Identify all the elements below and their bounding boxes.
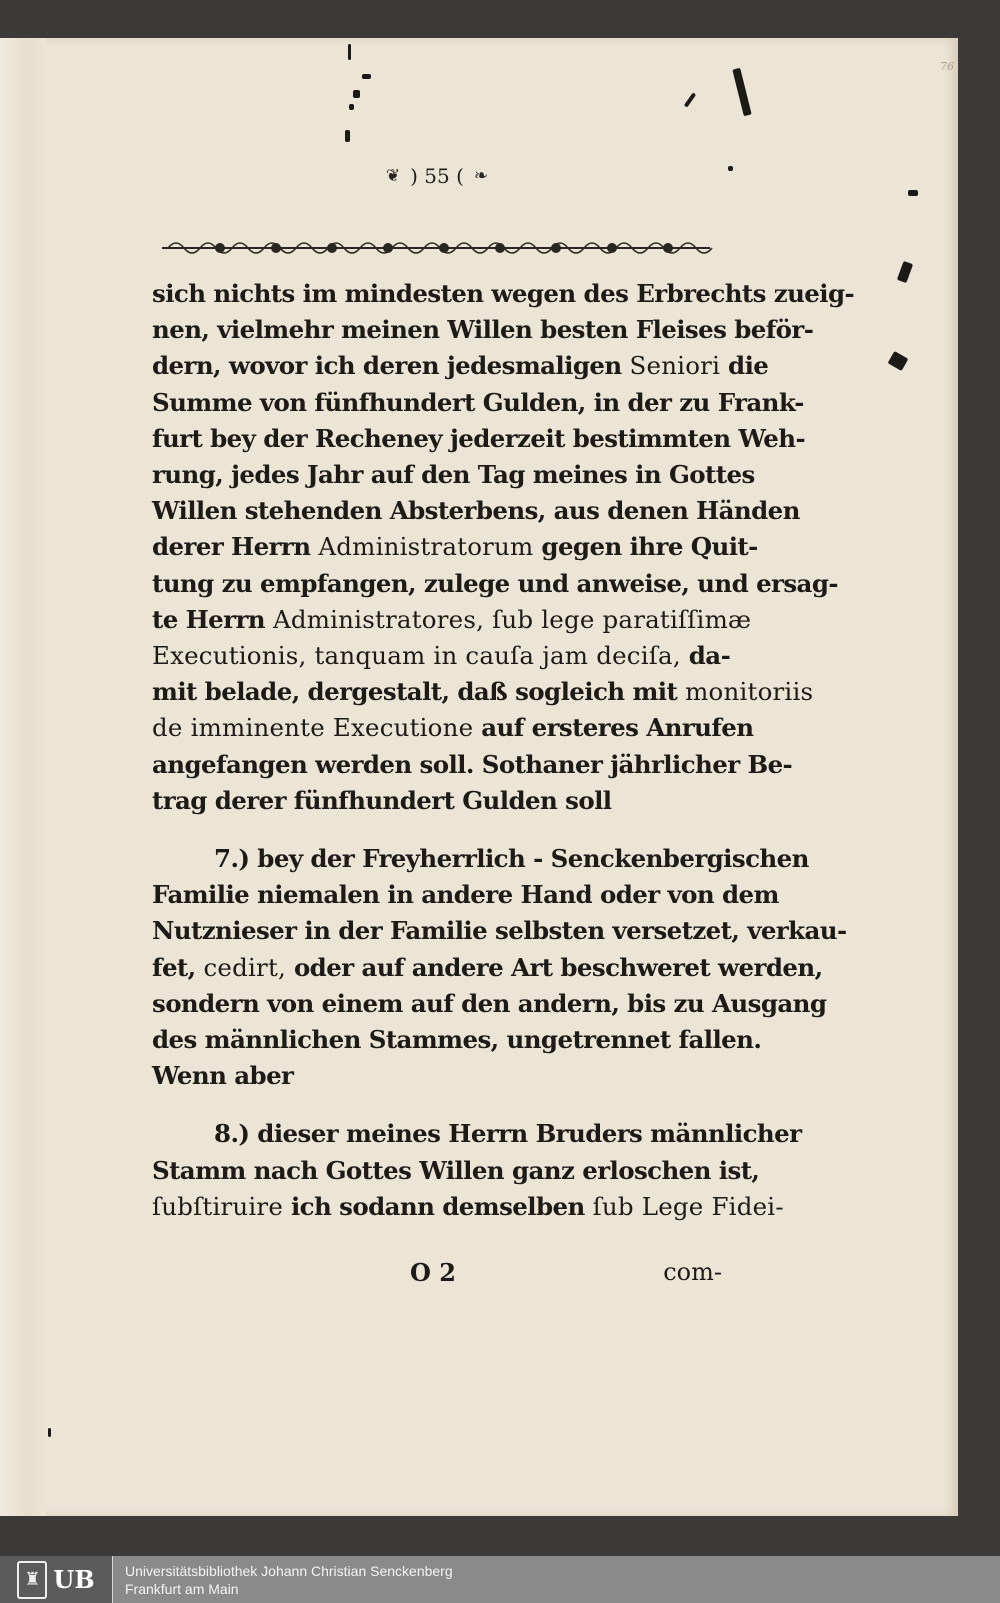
german-text-span: oder auf andere Art beschweret werden, [286, 952, 823, 982]
text-line [152, 566, 838, 602]
german-text-span: furt bey der Recheney jederzeit bestimmten Weh- [152, 423, 806, 453]
text-line [152, 1116, 802, 1152]
paragraph-gap [152, 1094, 722, 1116]
ub-logo-text: UB [53, 1565, 95, 1594]
german-text-span: tung zu empfangen, zulege und anweise, und ersag- [152, 568, 838, 598]
text-line [152, 638, 731, 674]
german-text-span: Summe von fünfhundert Gulden, in der zu Frank- [152, 387, 804, 417]
latin-text-span: monitoriis [685, 677, 814, 707]
text-line [152, 913, 847, 949]
ink-speck [349, 104, 354, 110]
page-footer [152, 1258, 722, 1287]
german-text-span: sich nichts im mindesten wegen des Erbrechts zueig- [152, 279, 855, 308]
catchword: com- [663, 1258, 722, 1286]
german-text-span: angefangen werden soll. Sothaner jährlicher Be- [152, 749, 793, 779]
library-footer-bar [0, 1556, 1000, 1603]
german-text-span: trag derer fünfhundert Gulden soll [152, 785, 612, 815]
german-text-span: rung, jedes Jahr auf den Tag meines in Gottes [152, 460, 755, 490]
text-line [152, 877, 779, 913]
latin-text-span: Seniori [629, 351, 721, 381]
paragraph-gap [152, 819, 722, 841]
german-text-span: derer Herrn [152, 532, 319, 562]
german-text-span: gegen ihre Quit- [533, 532, 758, 562]
german-text-span: 8.) dieser meines Herrn Bruders männlicher [214, 1119, 802, 1149]
text-line [152, 385, 804, 421]
archive-folio-number: 76 [940, 60, 954, 73]
text-line [152, 1022, 762, 1058]
german-text-span: da- [680, 641, 731, 671]
signature-mark: O 2 [410, 1258, 456, 1287]
ub-logo [0, 1556, 113, 1603]
institution-name [125, 1562, 453, 1598]
ink-speck [908, 190, 918, 196]
decorative-ornament-rule [158, 237, 714, 259]
german-text-span: Willen stehenden Absterbens, aus denen Händen [152, 496, 800, 526]
text-line [152, 1189, 784, 1225]
latin-text-span: Administratores, ſub lege paratiſſimæ [272, 604, 752, 634]
ink-speck [362, 74, 371, 79]
header-left-ornament: ❦ [385, 166, 401, 186]
german-text-span: Familie niemalen in andere Hand oder von dem [152, 880, 779, 910]
text-line [152, 276, 855, 312]
institution-line-2: Frankfurt am Main [125, 1580, 239, 1597]
page-number: ) 55 ( [410, 164, 464, 188]
ink-speck [345, 130, 350, 142]
text-line [152, 421, 806, 457]
text-line [152, 457, 755, 493]
library-seal-icon: ♜ [17, 1561, 47, 1599]
page-binding-edge [0, 38, 46, 1516]
text-line [152, 950, 823, 986]
text-line [152, 602, 752, 638]
text-line [152, 841, 809, 877]
institution-line-1: Universitätsbibliothek Johann Christian Senckenberg [125, 1562, 453, 1579]
german-text-span: Wenn aber [152, 1061, 294, 1091]
ink-speck [348, 44, 351, 60]
german-text-span: dern, wovor ich deren jedesmaligen [152, 351, 630, 381]
main-text-block [152, 276, 855, 1225]
german-text-span: mit belade, dergestalt, daß sogleich mit [152, 677, 686, 707]
german-text-span: te Herrn [152, 604, 273, 634]
text-line [152, 312, 814, 348]
header-right-ornament: ❧ [473, 166, 489, 186]
german-text-span: auf ersteres Anrufen [473, 713, 754, 743]
german-text-span: Nutznieser in der Familie selbsten versetzet, verkau- [152, 916, 847, 946]
german-text-span: des männlichen Stammes, ungetrennet fallen. [152, 1025, 762, 1055]
latin-text-span: Administratorum [318, 532, 534, 562]
latin-text-span: cedirt, [203, 952, 287, 982]
text-line [152, 747, 793, 783]
text-line [152, 529, 758, 565]
german-text-span: fet, [152, 952, 204, 982]
ink-speck [48, 1428, 51, 1437]
text-line [152, 1153, 760, 1189]
ink-speck [728, 166, 733, 171]
text-line [152, 674, 814, 710]
text-line [152, 783, 722, 819]
text-line [152, 348, 769, 384]
german-text-span: die [720, 351, 769, 381]
text-line [152, 1058, 722, 1094]
german-text-span: sondern von einem auf den andern, bis zu Ausgang [152, 988, 827, 1018]
german-text-span: 7.) bey der Freyherrlich - Senckenbergischen [214, 844, 809, 874]
german-text-span: Stamm nach Gottes Willen ganz erloschen ist, [152, 1155, 760, 1185]
latin-text-span: Executionis, tanquam in cauſa jam deciſa, [152, 641, 681, 671]
page-header [152, 156, 722, 196]
text-line [152, 710, 754, 746]
ink-speck [353, 90, 360, 98]
text-line [152, 493, 800, 529]
latin-text-span: ſub Lege Fidei- [592, 1191, 784, 1221]
latin-text-span: de imminente Executione [152, 713, 474, 743]
text-line [152, 986, 827, 1022]
latin-text-span: ſubſtiruire [152, 1191, 284, 1221]
german-text-span: nen, vielmehr meinen Willen besten Fleises beför- [152, 315, 814, 345]
german-text-span: ich sodann demselben [283, 1191, 593, 1221]
